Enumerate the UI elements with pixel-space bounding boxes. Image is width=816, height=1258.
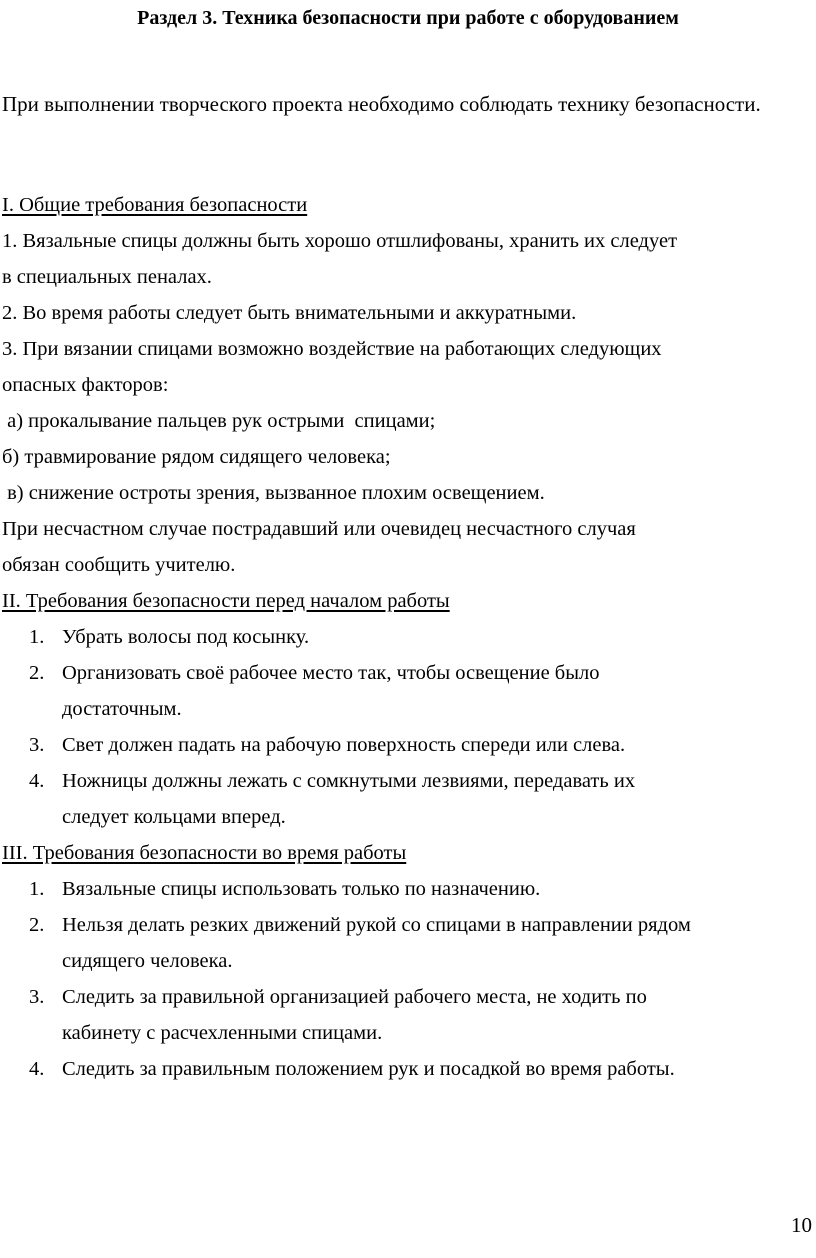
list-item (2, 907, 814, 979)
list-item (2, 1051, 814, 1087)
list-item-text: Следить за правильной организацией рабочего места, не ходить по (62, 986, 647, 1008)
list-item-number: 2. (29, 662, 45, 684)
list-item-number: 1. (29, 878, 45, 900)
list-item-number: 3. (29, 986, 45, 1008)
section-1-line: в) снижение остроты зрения, вызванное плохим освещением. (2, 482, 545, 504)
list-item-number: 4. (29, 770, 45, 792)
section-1-line: 1. Вязальные спицы должны быть хорошо отшлифованы, хранить их следует (2, 230, 678, 252)
section-1-line: б) травмирование рядом сидящего человека; (2, 446, 391, 468)
list-item-text: Убрать волосы под косынку. (62, 626, 310, 648)
section-1-line: 3. При вязании спицами возможно воздействие на работающих следующих (2, 338, 662, 360)
section-3-list (2, 871, 814, 1087)
list-item-text: Организовать своё рабочее место так, чтобы освещение было (62, 662, 600, 684)
section-1-line: обязан сообщить учителю. (2, 554, 236, 576)
section-1-line: 2. Во время работы следует быть внимательными и аккуратными. (2, 302, 577, 324)
list-item (2, 655, 814, 727)
intro-paragraph: При выполнении творческого проекта необходимо соблюдать технику безопасности. (2, 92, 761, 116)
list-item-number: 2. (29, 914, 45, 936)
section-title: Раздел 3. Техника безопасности при работе с оборудованием (137, 7, 679, 29)
list-item (2, 619, 814, 655)
list-item-text: кабинету с расчехленными спицами. (62, 1022, 383, 1044)
list-item-number: 3. (29, 734, 45, 756)
list-item-text: Следить за правильным положением рук и посадкой во время работы. (62, 1058, 675, 1080)
list-item (2, 979, 814, 1051)
list-item-number: 4. (29, 1058, 45, 1080)
section-1-heading: I. Общие требования безопасности (2, 194, 308, 216)
list-item (2, 763, 814, 835)
page-number: 10 (791, 1213, 812, 1237)
document-body (2, 187, 814, 1087)
list-item-text: сидящего человека. (62, 950, 233, 972)
list-item (2, 871, 814, 907)
list-item-text: Вязальные спицы использовать только по назначению. (62, 878, 541, 900)
section-2-list (2, 619, 814, 835)
section-2-heading: II. Требования безопасности перед началом работы (2, 590, 450, 612)
section-3-heading: III. Требования безопасности во время работы (2, 842, 407, 864)
section-1-line: При несчастном случае пострадавший или очевидец несчастного случая (2, 518, 636, 540)
list-item-text: Ножницы должны лежать с сомкнутыми лезвиями, передавать их (62, 770, 636, 792)
list-item-text: достаточным. (62, 698, 182, 720)
list-item-text: Свет должен падать на рабочую поверхность спереди или слева. (62, 734, 626, 756)
list-item-text: Нельзя делать резких движений рукой со спицами в направлении рядом (62, 914, 691, 936)
section-1-line: в специальных пеналах. (2, 266, 212, 288)
section-1-line: опасных факторов: (2, 374, 169, 396)
list-item-text: следует кольцами вперед. (62, 806, 286, 828)
list-item (2, 727, 814, 763)
list-item-number: 1. (29, 626, 45, 648)
section-1-line: а) прокалывание пальцев рук острыми спицами; (2, 410, 436, 432)
